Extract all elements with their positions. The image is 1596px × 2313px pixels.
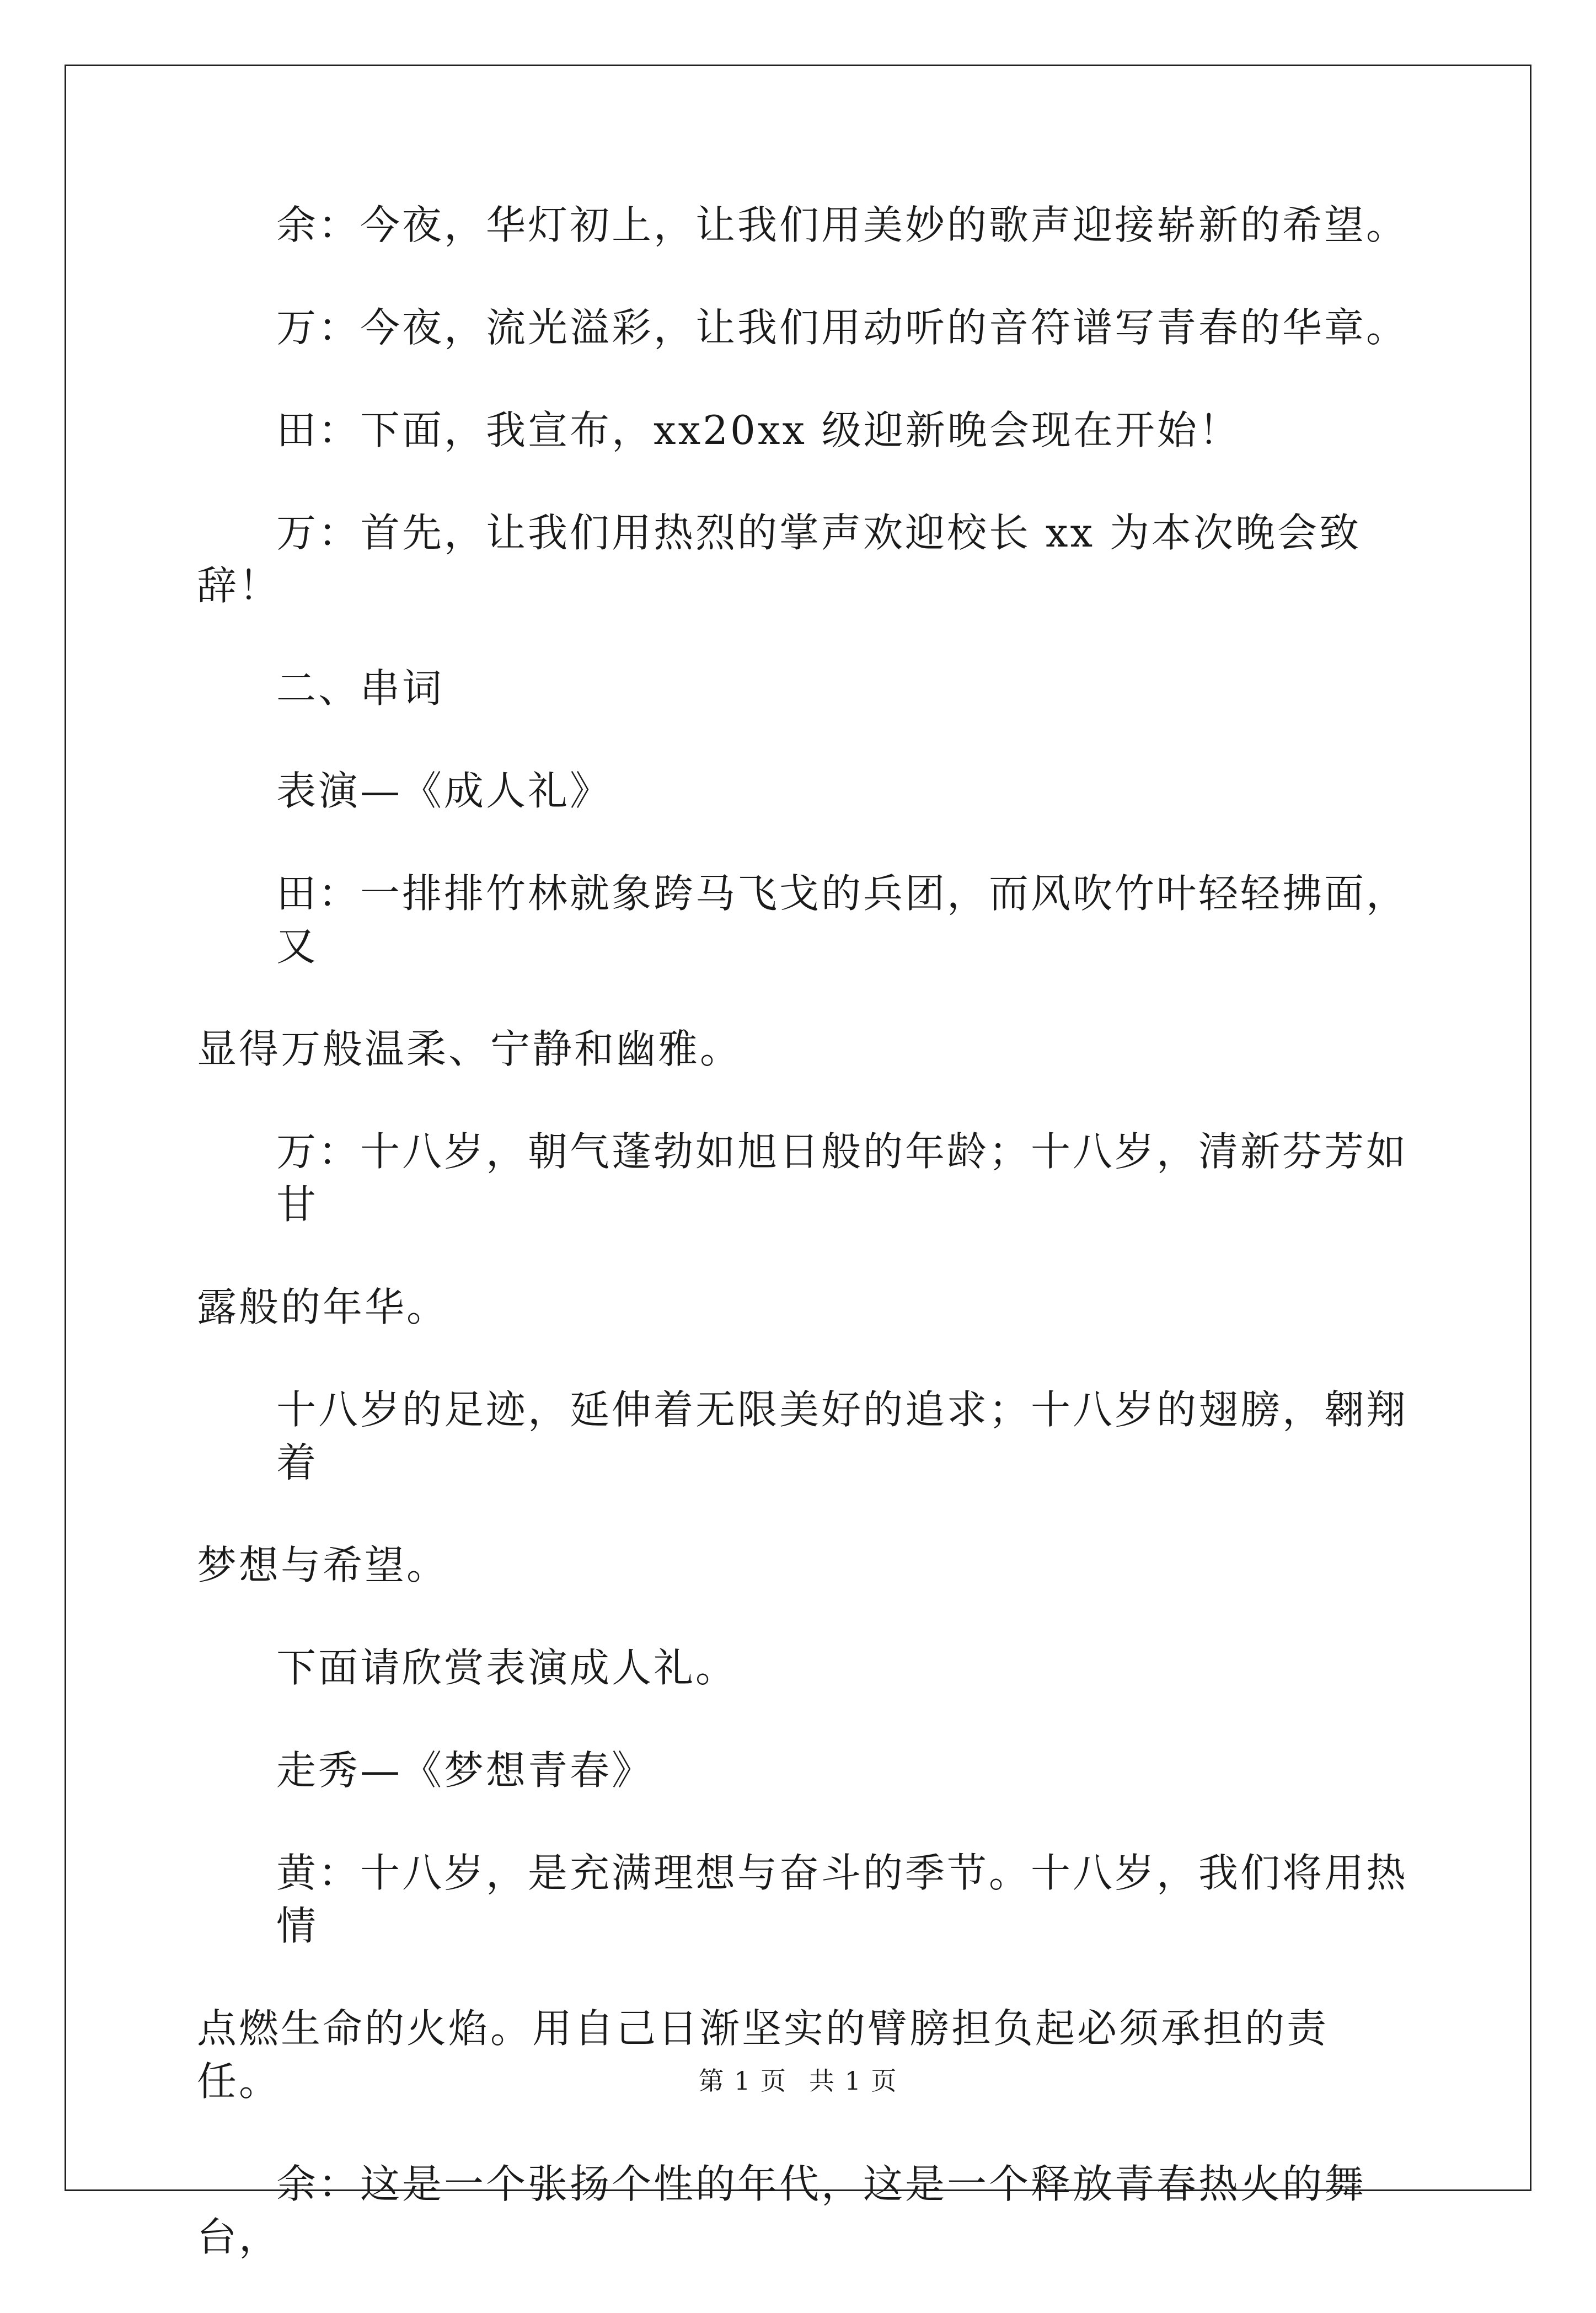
program-title (197, 764, 1410, 817)
paragraph (197, 506, 1410, 612)
text-line: 余：今夜，华灯初上，让我们用美妙的歌声迎接崭新的希望。 (276, 202, 1408, 248)
text-line: 表演—《成人礼》 (276, 768, 612, 814)
paragraph (197, 404, 1410, 457)
text-line: 黄：十八岁，是充满理想与奋斗的季节。十八岁，我们将用热情 (276, 1850, 1408, 1949)
paragraph (197, 2157, 1410, 2263)
paragraph (197, 1641, 1410, 1694)
text-line: 走秀—《梦想青春》 (276, 1747, 654, 1793)
paragraph (197, 1383, 1410, 1592)
text-line: 显得万般温柔、宁静和幽雅。 (197, 1026, 742, 1072)
program-title (197, 1744, 1410, 1797)
document-body (197, 199, 1410, 2313)
text-line: 田：一排排竹林就象跨马飞戈的兵团，而风吹竹叶轻轻拂面，又 (276, 870, 1408, 970)
paragraph (197, 867, 1410, 1075)
text-line: 万：十八岁，朝气蓬勃如旭日般的年龄；十八岁，清新芬芳如甘 (276, 1128, 1408, 1228)
text-line: 余：这是一个张扬个性的年代，这是一个释放青春热火的舞台， (197, 2161, 1367, 2260)
text-line: 田：下面，我宣布，xx20xx 级迎新晚会现在开始！ (276, 407, 1241, 453)
text-line: 露般的年华。 (197, 1284, 449, 1330)
text-line: 二、串词 (276, 665, 444, 711)
text-line: 万：首先，让我们用热烈的掌声欢迎校长 xx 为本次晚会致辞！ (197, 510, 1361, 609)
text-line: 十八岁的足迹，延伸着无限美好的追求；十八岁的翅膀，翱翔着 (276, 1386, 1408, 1486)
text-line: 万：今夜，流光溢彩，让我们用动听的音符谱写青春的华章。 (276, 304, 1408, 351)
page-footer (0, 2065, 1596, 2096)
text-line: 点燃生命的火焰。用自己日渐坚实的臂膀担负起必须承担的责任。 (197, 2005, 1329, 2105)
paragraph (197, 301, 1410, 354)
paragraph (197, 1125, 1410, 1334)
text-line: 梦想与希望。 (197, 1542, 449, 1588)
paragraph (197, 199, 1410, 251)
page-number: 第 1 页 (698, 2066, 787, 2096)
text-line: 下面请欣赏表演成人礼。 (276, 1645, 738, 1691)
page-total: 共 1 页 (809, 2066, 898, 2096)
section-heading (197, 662, 1410, 715)
